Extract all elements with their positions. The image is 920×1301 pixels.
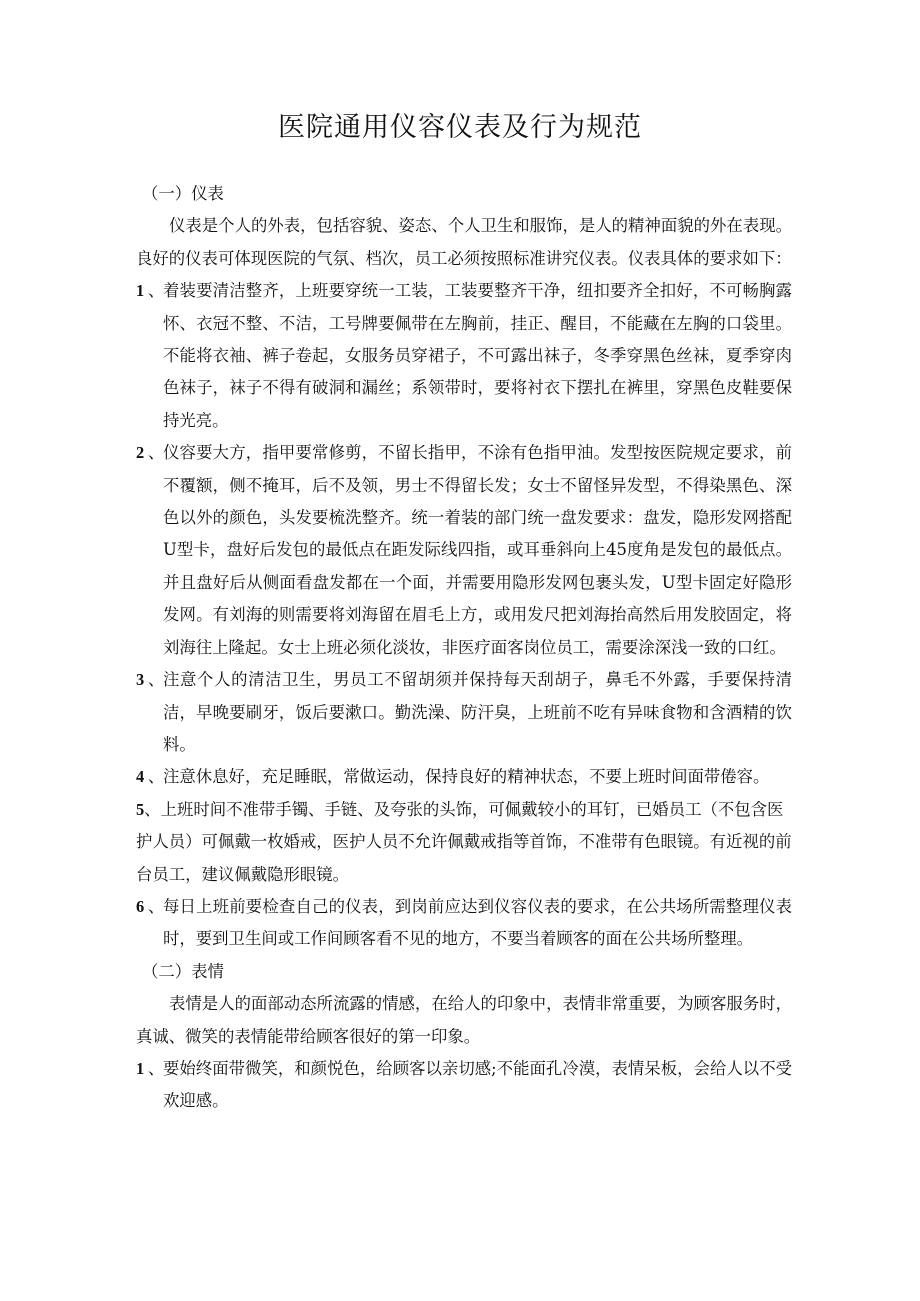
list-item [136, 664, 792, 761]
list-item-text: 注意个人的清洁卫生，男员工不留胡须并保持每天刮胡子，鼻毛不外露，手要保持清洁，早晚要刷牙，饭后要漱口。勤洗澡、防汗臭，上班前不吃有异味食物和含酒精的饮料。 [163, 670, 792, 754]
list-item-text: 每日上班前要检查自己的仪表，到岗前应达到仪容仪表的要求，在公共场所需整理仪表时，要到卫生间或工作间顾客看不见的地方，不要当着顾客的面在公共场所整理。 [163, 896, 792, 949]
list-item-number: 1 [136, 281, 145, 301]
list-item-number: 4 [136, 767, 145, 787]
page-title: 医院通用仪容仪表及行为规范 [278, 112, 642, 143]
list-item-separator: 、 [148, 443, 165, 463]
section-intro-appearance: 仪表是个人的外表，包括容貌、姿态、个人卫生和服饰，是人的精神面貌的外在表现。良好的仪表可体现医院的气氛、档次，员工必须按照标准讲究仪表。仪表具体的要求如下： [136, 216, 792, 268]
list-item-number: 5 [136, 799, 145, 819]
list-item-separator: 、 [148, 896, 165, 916]
list-item [136, 891, 792, 956]
section-intro-expression: 表情是人的面部动态所流露的情感，在给人的印象中，表情非常重要，为顾客服务时，真诚、微笑的表情能带给顾客很好的第一印象。 [136, 994, 792, 1046]
list-item [136, 794, 792, 891]
list-item-separator: 、 [148, 281, 165, 301]
section-heading-appearance: （一）仪表 [142, 184, 224, 203]
list-item-text: 着装要清洁整齐，上班要穿统一工装，工装要整齐干净，纽扣要齐全扣好，不可畅胸露怀、衣冠不整、不洁，工号牌要佩带在左胸前，挂正、醒目，不能藏在左胸的口袋里。不能将衣袖、裤子卷起，女服务员穿裙子，不可露出袜子，冬季穿黑色丝袜，夏季穿肉色袜子，袜子不得有破洞和漏丝；系领带时，要将衬衣下摆扎在裤里，穿黑色皮鞋要保持光亮。 [163, 281, 792, 430]
list-item-number: 3 [136, 670, 145, 690]
list-item [136, 761, 792, 793]
list-item-separator: 、 [148, 1058, 165, 1078]
list-item-text: 要始终面带微笑，和颜悦色，给顾客以亲切感;不能面孔冷漠，表情呆板，会给人以不受欢迎感。 [163, 1058, 792, 1111]
list-item-number: 2 [136, 443, 145, 463]
list-item [136, 1053, 792, 1118]
list-item [136, 437, 792, 664]
list-item-text: 注意休息好，充足睡眠，常做运动，保持良好的精神状态，不要上班时间面带倦容。 [163, 767, 770, 787]
list-item-separator: 、 [144, 799, 161, 819]
list-item-text: 仪容要大方，指甲要常修剪，不留长指甲，不涂有色指甲油。发型按医院规定要求，前不覆额，侧不掩耳，后不及领，男士不得留长发；女士不留怪异发型，不得染黑色、深色以外的颜色，头发要梳洗整齐。统一着装的部门统一盘发要求：盘发，隐形发网搭配U型卡，盘好后发包的最低点在距发际线四指，或耳垂斜向上45度角是发包的最低点。并且盘好后从侧面看盘发都在一个面，并需要用隐形发网包裹头发，U型卡固定好隐形发网。有刘海的则需要将刘海留在眉毛上方，或用发尺把刘海抬高然后用发胶固定，将刘海往上隆起。女士上班必须化淡妆，非医疗面客岗位员工，需要涂深浅一致的口红。 [163, 443, 792, 657]
list-item-text: 上班时间不准带手镯、手链、及夸张的头饰，可佩戴较小的耳钉，已婚员工（不包含医护人员）可佩戴一枚婚戒，医护人员不允许佩戴戒指等首饰，不准带有色眼镜。有近视的前台员工，建议佩戴隐形眼镜。 [136, 799, 792, 884]
list-item-separator: 、 [148, 670, 165, 690]
document-body [136, 178, 792, 1118]
list-item-number: 6 [136, 896, 145, 916]
section-heading-expression: （二）表情 [142, 961, 224, 981]
list-item-number: 1 [136, 1058, 145, 1078]
list-item [136, 275, 792, 437]
list-item-separator: 、 [148, 767, 165, 787]
